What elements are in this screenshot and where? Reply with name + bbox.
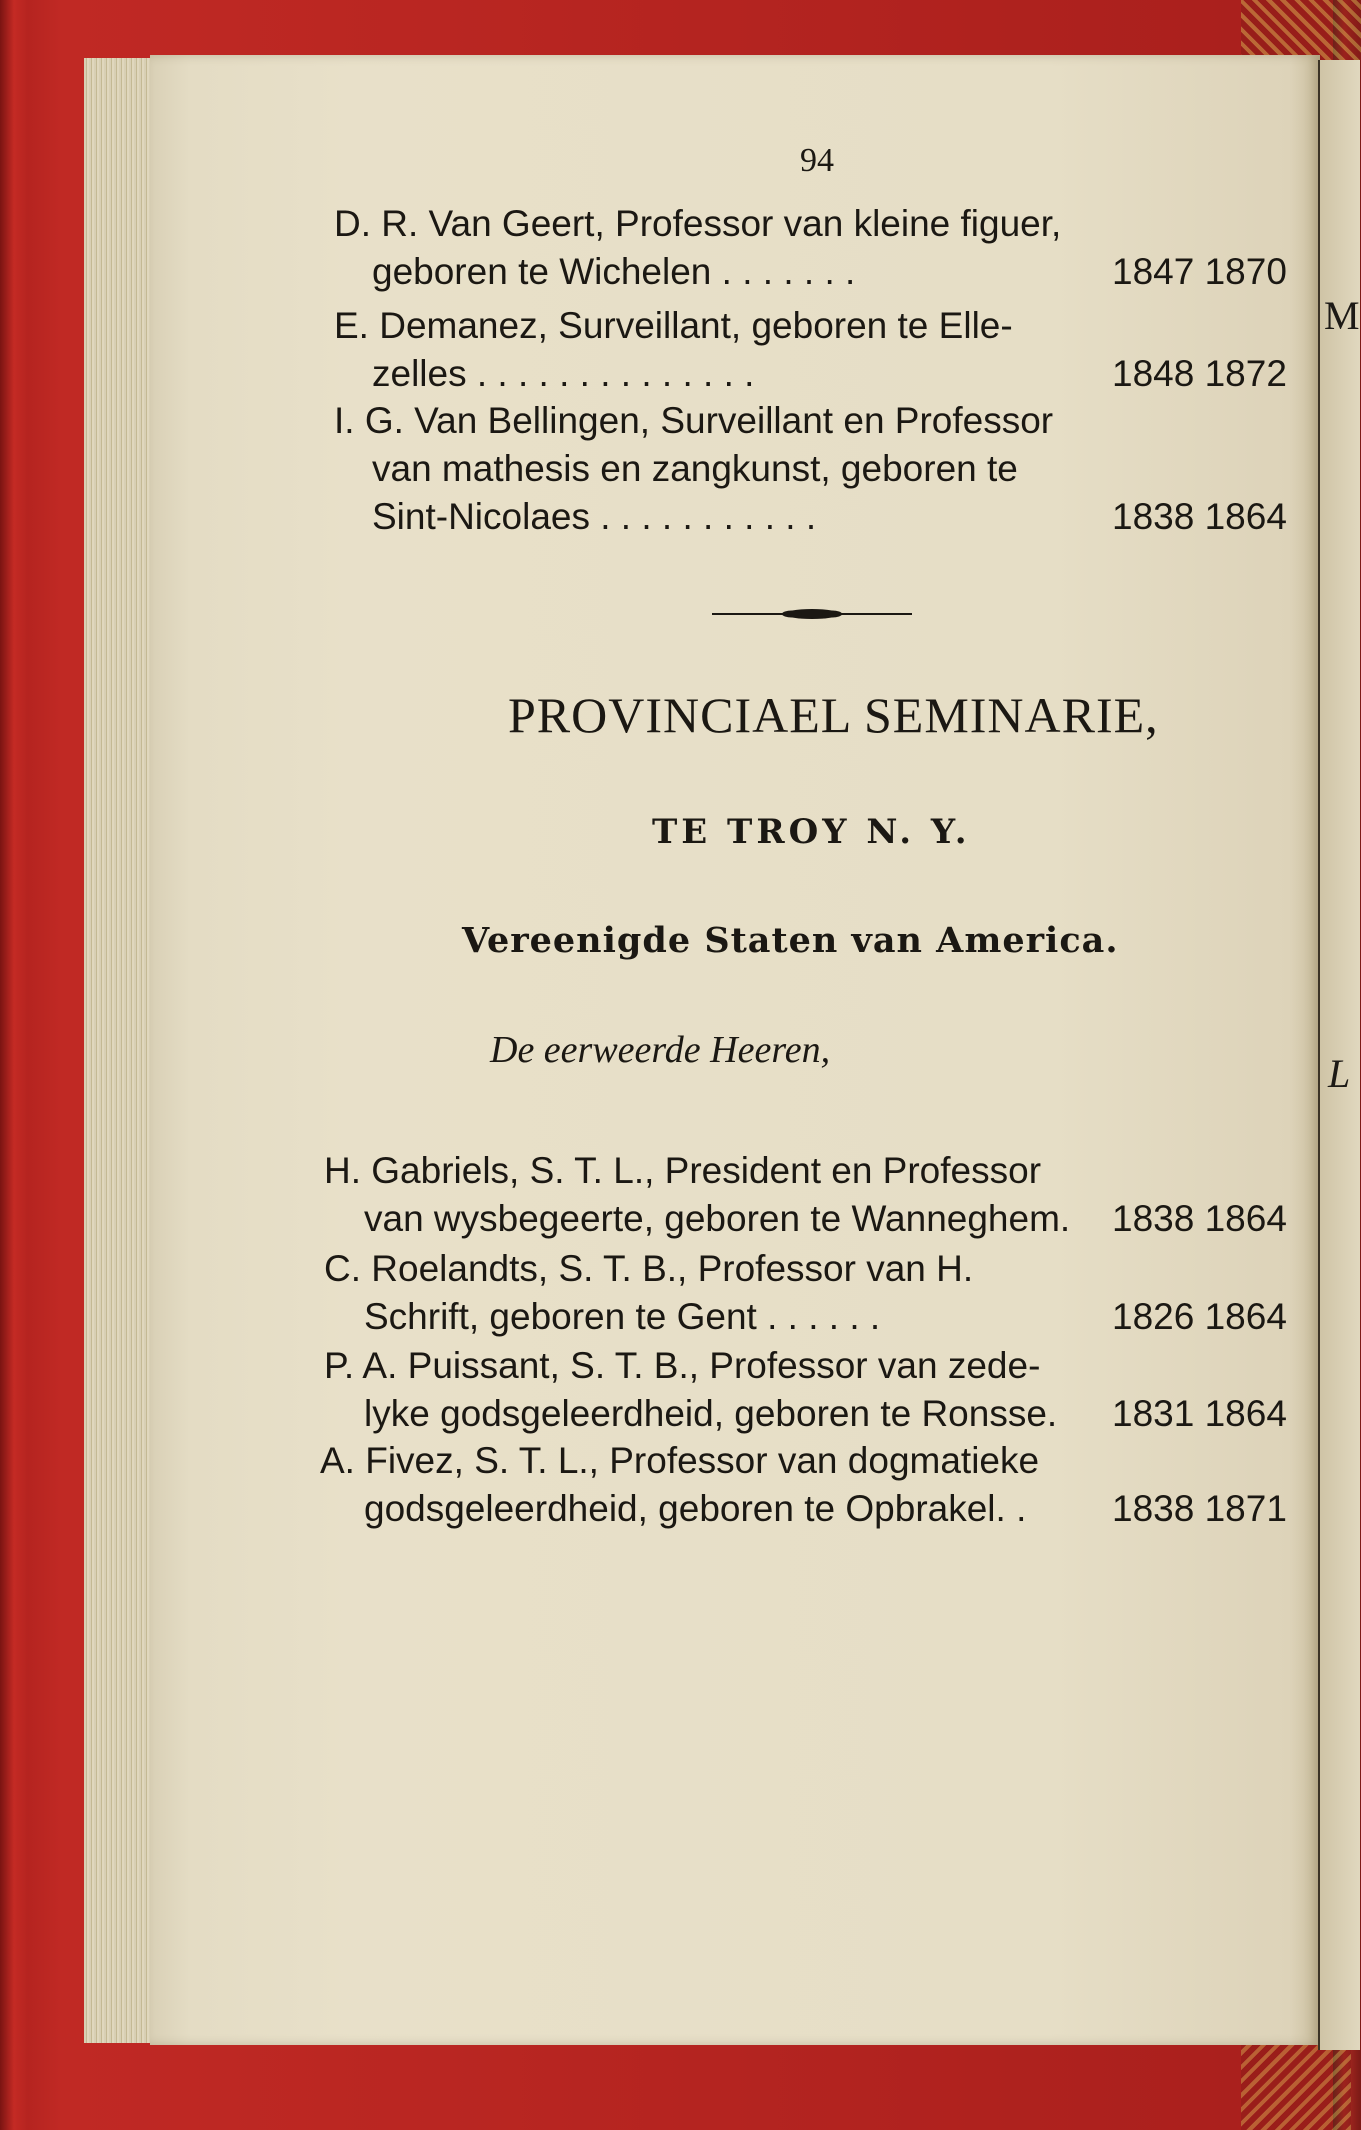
entry-line: lyke godsgeleerdheid, geboren te Ronsse. bbox=[364, 1393, 1058, 1434]
entry-line: geboren te Wichelen . . . . . . . bbox=[372, 251, 856, 292]
gilt-decoration-top bbox=[1241, 0, 1361, 60]
entry-line: van wysbegeerte, geboren te Wanneghem. bbox=[364, 1198, 1071, 1239]
adjacent-page-letter-middle: L bbox=[1328, 1051, 1351, 1096]
adjacent-page-edge bbox=[1318, 60, 1360, 2050]
entry-years: 1838 1864 bbox=[1112, 1198, 1287, 1239]
page-number: 94 bbox=[800, 142, 834, 179]
entry-line: Schrift, geboren te Gent . . . . . . bbox=[364, 1296, 881, 1337]
ornamental-divider bbox=[712, 602, 912, 626]
adjacent-page-letter-top: M bbox=[1324, 293, 1360, 338]
entry-line: D. R. Van Geert, Professor van kleine figuer, bbox=[334, 203, 1062, 244]
section-title: PROVINCIAEL SEMINARIE, bbox=[508, 687, 1159, 743]
entry-line: A. Fivez, S. T. L., Professor van dogmatieke bbox=[320, 1440, 1040, 1481]
entry-line: godsgeleerdheid, geboren te Opbrakel. . bbox=[364, 1488, 1027, 1529]
entry-line: E. Demanez, Surveillant, geboren te Elle- bbox=[334, 305, 1013, 346]
entry-line: P. A. Puissant, S. T. B., Professor van zede- bbox=[324, 1345, 1041, 1386]
entry-line: H. Gabriels, S. T. L., President en Professor bbox=[324, 1150, 1042, 1191]
entry-line: C. Roelandts, S. T. B., Professor van H. bbox=[324, 1248, 974, 1289]
entry-years: 1826 1864 bbox=[1112, 1296, 1287, 1337]
entry-years: 1848 1872 bbox=[1112, 353, 1287, 394]
salutation: De eerweerde Heeren, bbox=[490, 1029, 831, 1071]
section-country: Vereenigde Staten van America. bbox=[462, 920, 1119, 961]
entry-years: 1838 1871 bbox=[1112, 1488, 1287, 1529]
section-subtitle: TE TROY N. Y. bbox=[652, 812, 971, 852]
entry-line: van mathesis en zangkunst, geboren te bbox=[372, 448, 1018, 489]
gilt-decoration-bottom bbox=[1241, 2040, 1351, 2130]
entry-years: 1838 1864 bbox=[1112, 496, 1287, 537]
entry-years: 1831 1864 bbox=[1112, 1393, 1287, 1434]
entry-years: 1847 1870 bbox=[1112, 251, 1287, 292]
entry-line: I. G. Van Bellingen, Surveillant en Professor bbox=[334, 400, 1054, 441]
entry-line: zelles . . . . . . . . . . . . . . bbox=[372, 353, 755, 394]
entry-line: Sint-Nicolaes . . . . . . . . . . . bbox=[372, 496, 817, 537]
